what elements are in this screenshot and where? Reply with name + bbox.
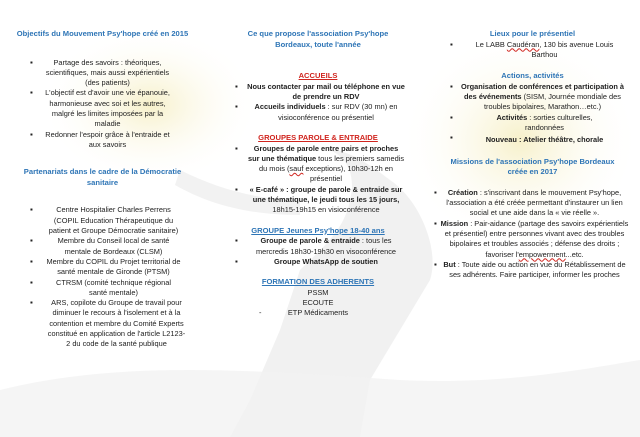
jeunes1-bold: Groupe de parole & entraide (260, 236, 360, 246)
list-item (225, 185, 411, 216)
list-item (430, 82, 635, 113)
mission-empowerment: empowerment (518, 249, 566, 259)
but-bold: But (443, 259, 456, 269)
list-item (430, 133, 635, 145)
accueils-list (225, 82, 411, 123)
mission-bold: Mission (440, 218, 469, 228)
lieux-list (430, 40, 635, 61)
jeunes2-text: Groupe WhatsApp de soutien (274, 256, 378, 266)
missions-title: Missions de l'association Psy'hope Bordeaux créée en 2017 (450, 156, 615, 177)
accueil2-bold: Accueils individuels (254, 102, 326, 112)
action2-bold: Activités (496, 112, 528, 122)
groupe1-bold: Groupes de parole entre pairs et proches sur une thématique (247, 143, 399, 163)
list-item (430, 40, 635, 61)
list-item: ▪ Redonner l'espoir grâce à l'entraide et aux savoirs (10, 130, 195, 151)
list-item (225, 257, 411, 267)
groupe1-sauf: sauf (289, 164, 304, 174)
lieux-cauderan: Caudéran (506, 39, 540, 49)
list-item: PSSM (307, 287, 329, 297)
groupes-title: GROUPES PAROLE & ENTRAIDE (258, 132, 378, 142)
accueil2-text: : sur RDV (30 mn) en visioconférence ou présentiel (278, 102, 398, 122)
column-objectifs (10, 0, 195, 350)
actions-title: Actions, activités (501, 71, 564, 81)
partenariats-list (10, 205, 195, 349)
lieux-prefix: Le LABB (475, 39, 507, 49)
groupe2-bold: « E-café » : groupe de parole & entraide sur une thématique, le jeudi tous les 15 jours, (249, 184, 403, 205)
jeunes1-text: : tous les mercredis 18h30-19h30 en visoconférence (255, 236, 397, 256)
list-item: ▪ ARS, copilote du Groupe de travail pour diminuer le recours à l'isolement et à la contention et membre du Comité Experts constitué en application de l'article L2123-2 du code de la santé publique (10, 298, 195, 349)
list-item: ▪ Membre du Conseil local de santé mentale de Bordeaux (CLSM) (10, 236, 195, 257)
accueils-title: ACCUEILS (298, 71, 338, 81)
list-item: ▪ Partage des savoirs : théoriques, scientifiques, mais aussi expérientiels (des patients) (10, 58, 195, 89)
jeunes-title: GROUPE Jeunes Psy'hope 18-40 ans (251, 225, 385, 235)
list-item: ▪ L'objectif est d'avoir une vie épanouie, harmonieuse avec soi et les autres, malgré les limites imposées par la maladie (10, 88, 195, 129)
groupe1-text-end: exceptions), 10h30-12h en présentiel (303, 164, 393, 184)
formation-list (225, 288, 411, 319)
creation-bold: Création (447, 187, 478, 197)
jeunes-list (225, 236, 411, 267)
propositions-title: Ce que propose l'association Psy'hope Bordeaux, toute l'année (247, 29, 389, 49)
list-item (430, 188, 635, 219)
list-item: ▪ Centre Hospitalier Charles Perrens (COPIL Education Thérapeutique du patient et Groupe Démocratie sanitaire) (10, 205, 195, 236)
partenariats-title: Partenariats dans le cadre de la Démocratie sanitaire (23, 167, 182, 187)
list-item (225, 102, 411, 123)
list-item (225, 144, 411, 185)
list-item (225, 82, 411, 103)
groupes-list (225, 144, 411, 216)
creation-text: : s'inscrivant dans le mouvement Psy'hope, l'association a été créée permettant d'instaurer un lien social et une aide dans la « vie réelle ». (446, 187, 623, 218)
column-lieux-missions (430, 0, 635, 280)
list-item: - ETP Médicaments (225, 308, 411, 318)
action2-text: : sorties culturelles, randonnées (524, 112, 593, 132)
list-item (430, 219, 635, 260)
action1-bold: Organisation de conférences et participation à des événements (460, 81, 625, 102)
missions-list (430, 188, 635, 281)
mission-text: : Pair-aidance (partage des savoirs expérientiels et présentiel) entre personnes vivant avec des troubles bipolaires et troubles associés ; défense des droits ; favoriser l' (444, 218, 629, 259)
list-item (430, 113, 635, 134)
list-item (430, 260, 635, 281)
action3-bold: Nouveau (485, 135, 517, 145)
lieux-text: , 130 bis avenue Louis Barthou (531, 39, 614, 59)
list-item: ECOUTE (302, 298, 334, 308)
actions-list (430, 82, 635, 146)
list-item (225, 236, 411, 257)
formation-title: FORMATION DES ADHERENTS (261, 277, 375, 287)
lieux-title: Lieux pour le présentiel (489, 29, 576, 38)
action3-text: : Atelier théâtre, chorale (516, 135, 604, 145)
objectifs-title: Objectifs du Mouvement Psy'hope créé en 2015 (16, 29, 189, 38)
column-propositions (225, 0, 411, 319)
but-text: : Toute aide ou action en vue du Rétablissement de ses adhérents. Faire participer, informer les proches (449, 259, 626, 280)
accueil1-text: Nous contacter par mail ou téléphone en vue de prendre un RDV (247, 81, 405, 102)
objectifs-list (10, 58, 195, 151)
mission-text-end: ...etc. (565, 249, 584, 259)
list-item: ▪ Membre du COPIL du Projet territorial de santé mentale de Gironde (PTSM) (10, 257, 195, 278)
groupe1-text: tous les premiers samedis du mois ( (259, 153, 405, 174)
groupe2-text: 18h15-19h15 en visioconférence (272, 205, 380, 215)
list-item: ▪ CTRSM (comité technique régional santé mentale) (10, 278, 195, 299)
action1-text: (SISM, Journée mondiale des troubles bipolaires, Marathon…etc.) (483, 92, 621, 112)
